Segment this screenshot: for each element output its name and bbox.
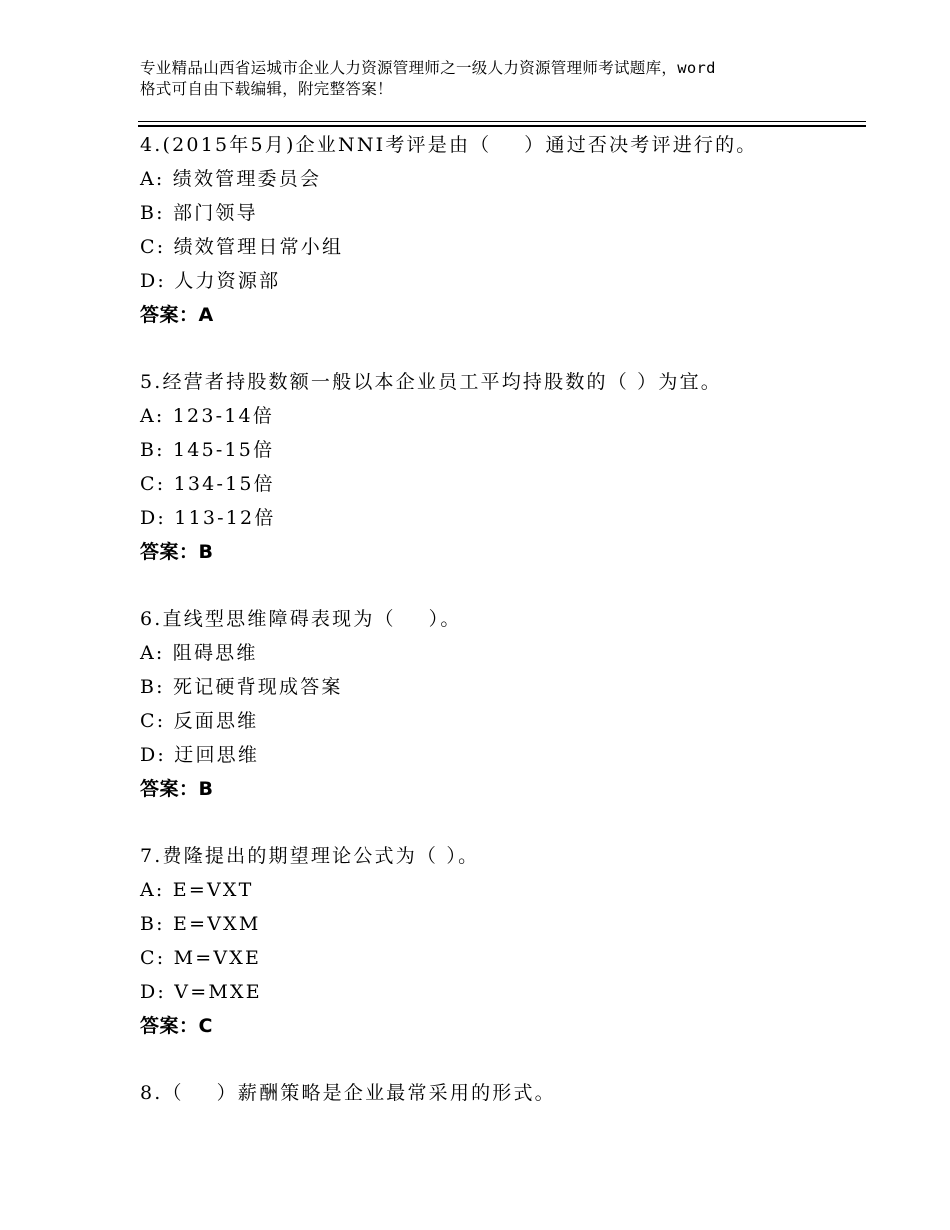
- answer-key: 答案：A: [140, 304, 214, 326]
- question-item: [140, 839, 860, 1043]
- option-c: C: 134-15倍: [140, 473, 275, 495]
- option-d: D: 113-12倍: [140, 507, 276, 529]
- option-b: B: 145-15倍: [140, 439, 275, 461]
- option-d: D: V=MXE: [140, 981, 262, 1003]
- question-item: [140, 602, 860, 806]
- question-stem: 8.（ ）薪酬策略是企业最常采用的形式。: [140, 1082, 556, 1104]
- option-b: B: 部门领导: [140, 202, 258, 224]
- question-stem: 6.直线型思维障碍表现为（ ）。: [140, 608, 462, 630]
- question-spacer: [140, 806, 860, 839]
- question-stem: 7.费隆提出的期望理论公式为（ ）。: [140, 845, 480, 867]
- option-a: A: 绩效管理委员会: [140, 168, 322, 190]
- document-header: [140, 58, 840, 100]
- answer-key: 答案：B: [140, 778, 214, 800]
- question-stem: 5.经营者持股数额一般以本企业员工平均持股数的（ ）为宜。: [140, 371, 722, 393]
- question-spacer: [140, 569, 860, 602]
- option-c: C: 反面思维: [140, 710, 259, 732]
- question-item: [140, 128, 860, 332]
- question-spacer: [140, 1043, 860, 1076]
- answer-key: 答案：B: [140, 541, 214, 563]
- option-a: A: 阻碍思维: [140, 642, 258, 664]
- option-c: C: 绩效管理日常小组: [140, 236, 344, 258]
- answer-key: 答案：C: [140, 1015, 213, 1037]
- question-list: [140, 128, 860, 1110]
- question-stem: 4.(2015年5月)企业NNI考评是由（ ）通过否决考评进行的。: [140, 134, 758, 156]
- option-d: D: 迂回思维: [140, 744, 260, 766]
- option-a: A: E=VXT: [140, 879, 254, 901]
- header-title-line-1: 专业精品山西省运城市企业人力资源管理师之一级人力资源管理师考试题库，word: [140, 59, 716, 77]
- option-d: D: 人力资源部: [140, 270, 281, 292]
- question-item: [140, 1076, 860, 1110]
- option-c: C: M=VXE: [140, 947, 262, 969]
- header-rule-thin: [138, 121, 866, 122]
- question-item: [140, 365, 860, 569]
- option-a: A: 123-14倍: [140, 405, 275, 427]
- header-rule-thick: [138, 125, 866, 127]
- question-spacer: [140, 332, 860, 365]
- option-b: B: E=VXM: [140, 913, 261, 935]
- option-b: B: 死记硬背现成答案: [140, 676, 343, 698]
- header-title-line-2: 格式可自由下载编辑，附完整答案！: [140, 80, 393, 98]
